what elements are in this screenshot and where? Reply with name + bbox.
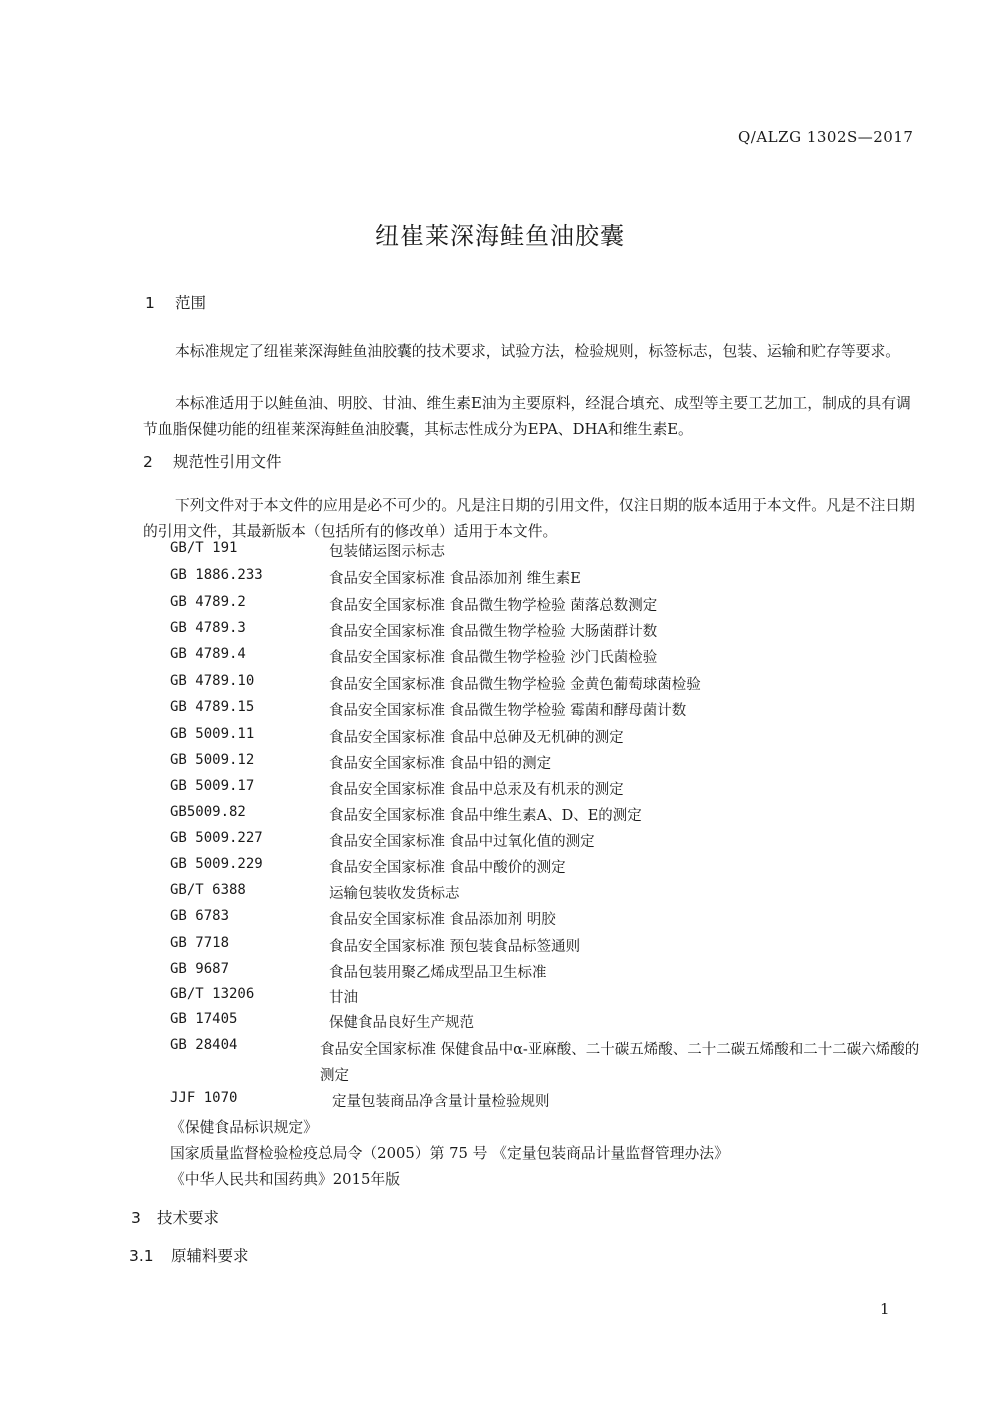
reference-code: JJF 1070 [170,1090,238,1106]
reference-code: GB 9687 [170,961,230,977]
reference-code: GB 4789.4 [170,646,246,662]
section-title: 规范性引用文件 [173,453,282,471]
reference-code: GB 5009.17 [170,778,255,794]
section-2-intro: 下列文件对于本文件的应用是必不可少的。凡是注日期的引用文件，仅注日期的版本适用于本文件。凡是不注日期的引用文件，其最新版本（包括所有的修改单）适用于本文件。 [143,497,915,540]
reference-code: GB5009.82 [170,804,246,820]
reference-title: 运输包装收发货标志 [329,886,460,902]
section-title: 范围 [175,294,207,312]
reference-code: GB/T 13206 [170,986,255,1002]
reference-title: 甘油 [329,990,358,1006]
reference-row [0,935,1000,961]
reference-code: GB 4789.2 [170,594,246,610]
reference-title: 食品安全国家标准 食品微生物学检验 霉菌和酵母菌计数 [329,703,687,719]
reference-title: 食品安全国家标准 食品添加剂 维生素E [329,571,581,587]
reference-title: 食品安全国家标准 食品微生物学检验 大肠菌群计数 [329,624,658,640]
reference-title: 食品安全国家标准 食品中维生素A、D、E的测定 [329,808,642,824]
reference-row [0,1090,1000,1116]
reference-row [0,540,1000,566]
section-1-paragraph-2: 本标准适用于以鲑鱼油、明胶、甘油、维生素E油为主要原料，经混合填充、成型等主要工艺加工，制成的具有调节血脂保健功能的纽崔莱深海鲑鱼油胶囊，其标志性成分为EPA、DHA和维生素E。 [143,395,911,438]
reference-title: 保健食品良好生产规范 [329,1015,474,1031]
reference-title: 食品安全国家标准 预包装食品标签通则 [329,939,581,955]
reference-code: GB 4789.3 [170,620,246,636]
reference-row [0,961,1000,987]
reference-title: 包装储运图示标志 [329,544,445,560]
reference-title: 食品安全国家标准 食品中过氧化值的测定 [329,834,595,850]
reference-row [0,594,1000,620]
extra-reference: 《中华人民共和国药典》2015年版 [170,1171,401,1188]
reference-row [0,646,1000,672]
reference-row [0,830,1000,856]
document-title: 纽崔莱深海鲑鱼油胶囊 [375,222,625,250]
reference-title: 食品安全国家标准 食品中铅的测定 [329,756,552,772]
reference-row [0,856,1000,882]
reference-row [0,1011,1000,1037]
reference-code: GB 6783 [170,908,230,924]
extra-reference: 国家质量监督检验检疫总局令（2005）第 75 号 《定量包装商品计量监督管理办法》 [170,1145,729,1162]
reference-code: GB 7718 [170,935,230,951]
section-number: 1 [145,294,155,312]
section-1-paragraph-1: 本标准规定了纽崔莱深海鲑鱼油胶囊的技术要求，试验方法，检验规则，标签标志，包装、运输和贮存等要求。 [175,343,901,360]
reference-row [0,673,1000,699]
extra-reference: 《保健食品标识规定》 [170,1119,318,1136]
reference-code: GB 28404 [170,1037,238,1053]
reference-row [0,620,1000,646]
reference-code: GB 5009.229 [170,856,263,872]
reference-code: GB 5009.227 [170,830,263,846]
reference-title: 食品安全国家标准 保健食品中α-亚麻酸、二十碳五烯酸、二十二碳五烯酸和二十二碳六烯酸的测定 [320,1042,920,1084]
reference-title: 食品包装用聚乙烯成型品卫生标准 [329,965,547,981]
reference-title: 食品安全国家标准 食品添加剂 明胶 [329,912,556,928]
section-1-heading [145,291,206,313]
reference-title: 食品安全国家标准 食品微生物学检验 沙门氏菌检验 [329,650,658,666]
document-code: Q/ALZG 1302S—2017 [738,128,914,146]
reference-row [0,567,1000,593]
reference-row [0,699,1000,725]
reference-title: 食品安全国家标准 食品中总汞及有机汞的测定 [329,782,624,798]
reference-row [0,778,1000,804]
reference-row [0,726,1000,752]
reference-row [0,804,1000,830]
reference-code: GB/T 6388 [170,882,246,898]
reference-title: 食品安全国家标准 食品微生物学检验 菌落总数测定 [329,598,658,614]
reference-title: 食品安全国家标准 食品微生物学检验 金黄色葡萄球菌检验 [329,677,701,693]
reference-title: 定量包装商品净含量计量检验规则 [332,1094,550,1110]
section-title: 技术要求 [157,1209,220,1227]
reference-title: 食品安全国家标准 食品中酸价的测定 [329,860,566,876]
reference-code: GB/T 191 [170,540,238,556]
page-number: 1 [880,1300,890,1318]
reference-code: GB 5009.12 [170,752,255,768]
reference-code: GB 4789.10 [170,673,255,689]
section-number: 3 [131,1209,141,1227]
reference-title: 食品安全国家标准 食品中总砷及无机砷的测定 [329,730,624,746]
reference-code: GB 5009.11 [170,726,255,742]
section-number: 2 [143,453,153,471]
reference-code: GB 17405 [170,1011,238,1027]
section-title: 原辅料要求 [171,1247,249,1265]
reference-code: GB 4789.15 [170,699,255,715]
reference-row [0,882,1000,908]
reference-row [0,986,1000,1012]
reference-row [0,752,1000,778]
section-3-1-heading [129,1244,249,1266]
section-number: 3.1 [129,1247,154,1265]
section-3-heading [131,1206,219,1228]
reference-code: GB 1886.233 [170,567,263,583]
reference-row [0,1037,1000,1089]
section-2-heading [143,450,282,472]
reference-row [0,908,1000,934]
